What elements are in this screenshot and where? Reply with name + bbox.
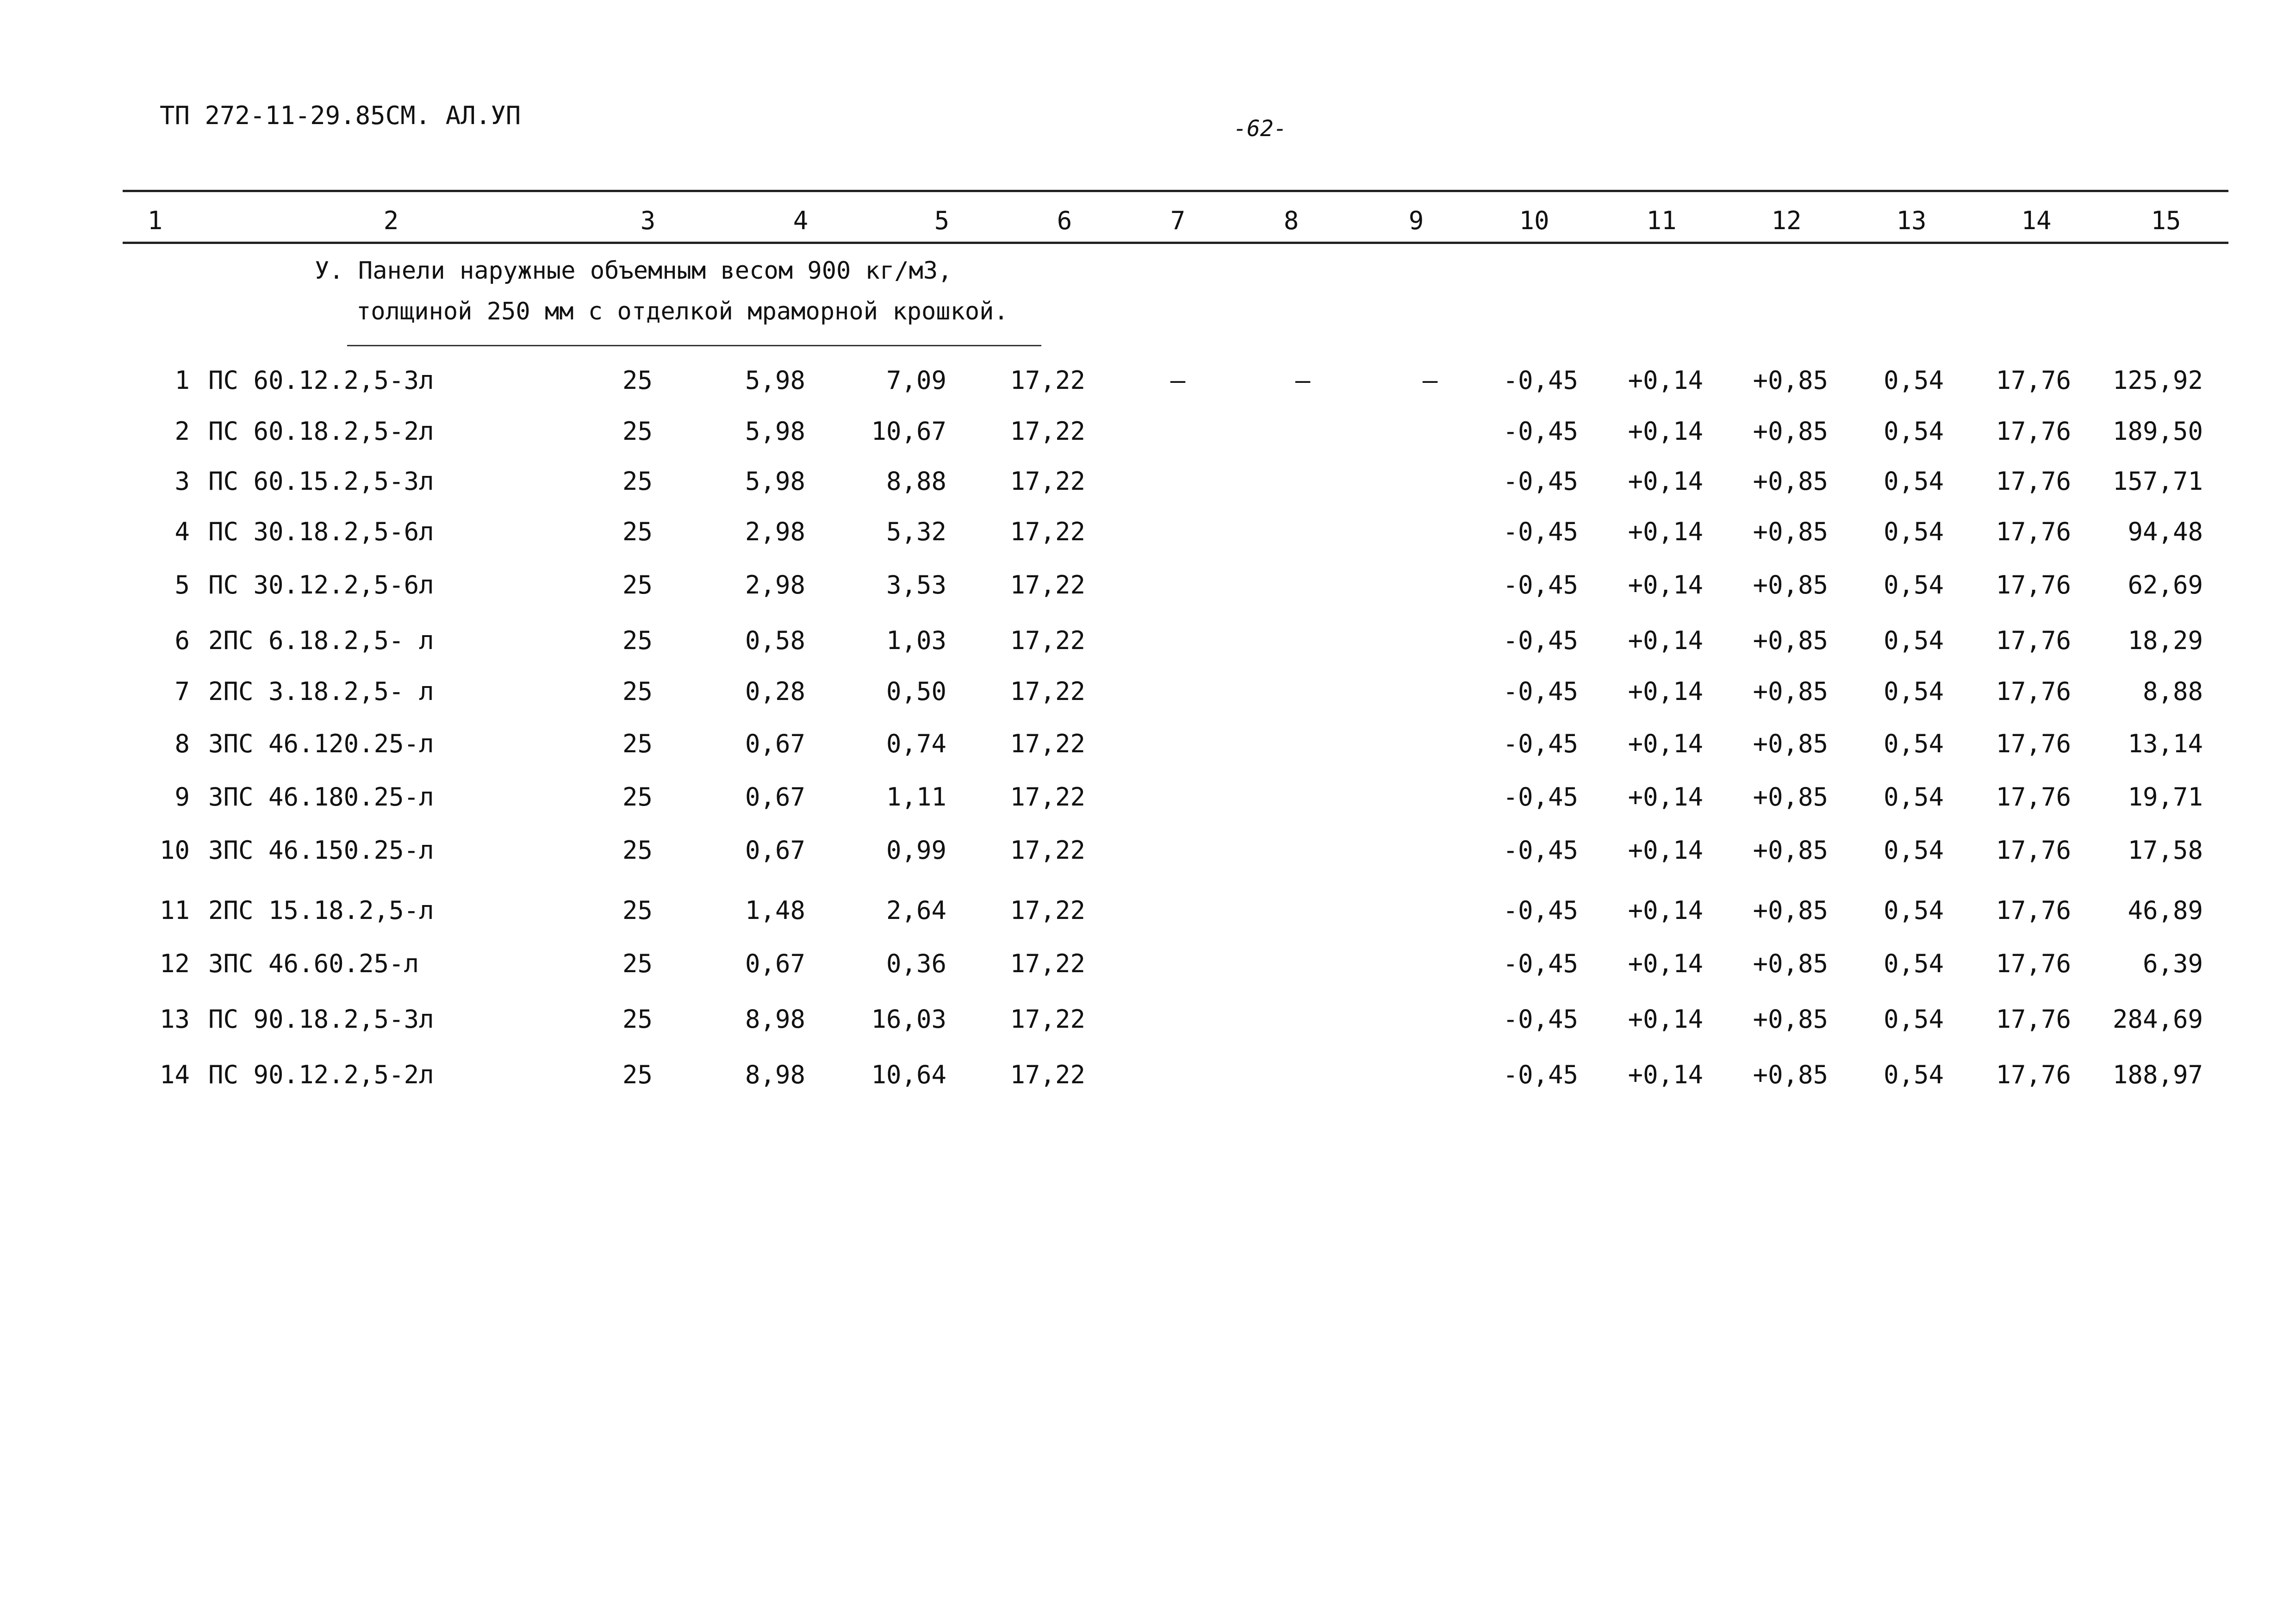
cell-col-4: 5,98 (745, 467, 805, 496)
cell-col-15: 18,29 (2128, 626, 2203, 655)
cell-col-14: 17,76 (1996, 570, 2071, 600)
cell-col-3: 25 (622, 677, 653, 706)
row-number: 3 (174, 467, 190, 496)
table-top-rule (123, 190, 2228, 192)
row-number: 11 (159, 896, 190, 925)
cell-col-10: -0,45 (1503, 677, 1578, 706)
cell-col-11: +0,14 (1628, 517, 1703, 546)
cell-col-6: 17,22 (1010, 626, 1085, 655)
panel-mark: 3ПС 46.120.25-л (208, 729, 434, 758)
cell-col-4: 0,28 (745, 677, 805, 706)
cell-col-11: +0,14 (1628, 417, 1703, 446)
cell-col-14: 17,76 (1996, 949, 2071, 978)
cell-col-5: 1,11 (886, 782, 946, 812)
cell-col-12: +0,85 (1753, 366, 1828, 395)
cell-col-4: 0,58 (745, 626, 805, 655)
cell-col-5: 16,03 (871, 1005, 946, 1034)
row-number: 7 (174, 677, 190, 706)
column-header-7: 7 (1170, 206, 1186, 235)
cell-col-13: 0,54 (1883, 1005, 1944, 1034)
cell-col-12: +0,85 (1753, 782, 1828, 812)
column-header-6: 6 (1057, 206, 1072, 235)
cell-col-4: 8,98 (745, 1005, 805, 1034)
cell-col-10: -0,45 (1503, 517, 1578, 546)
cell-col-5: 0,99 (886, 836, 946, 865)
cell-col-4: 0,67 (745, 836, 805, 865)
cell-col-13: 0,54 (1883, 729, 1944, 758)
column-header-2: 2 (383, 206, 399, 235)
cell-col-15: 284,69 (2112, 1005, 2203, 1034)
cell-col-15: 94,48 (2128, 517, 2203, 546)
panel-mark: 3ПС 46.150.25-л (208, 836, 434, 865)
cell-col-15: 62,69 (2128, 570, 2203, 600)
cell-col-12: +0,85 (1753, 1060, 1828, 1089)
cell-col-11: +0,14 (1628, 467, 1703, 496)
panel-mark: ПС 90.18.2,5-3л (208, 1005, 434, 1034)
column-header-4: 4 (793, 206, 809, 235)
cell-col-4: 0,67 (745, 729, 805, 758)
cell-col-5: 5,32 (886, 517, 946, 546)
cell-col-14: 17,76 (1996, 1060, 2071, 1089)
cell-col-15: 157,71 (2112, 467, 2203, 496)
cell-col-5: 7,09 (886, 366, 946, 395)
cell-col-3: 25 (622, 782, 653, 812)
row-number: 12 (159, 949, 190, 978)
cell-col-6: 17,22 (1010, 517, 1085, 546)
cell-col-15: 189,50 (2112, 417, 2203, 446)
cell-col-3: 25 (622, 467, 653, 496)
cell-col-13: 0,54 (1883, 836, 1944, 865)
row-number: 1 (174, 366, 190, 395)
column-header-10: 10 (1519, 206, 1549, 235)
cell-col-4: 5,98 (745, 417, 805, 446)
cell-col-11: +0,14 (1628, 626, 1703, 655)
cell-col-14: 17,76 (1996, 896, 2071, 925)
cell-col-3: 25 (622, 729, 653, 758)
cell-col-12: +0,85 (1753, 896, 1828, 925)
column-header-14: 14 (2021, 206, 2052, 235)
cell-col-15: 8,88 (2142, 677, 2203, 706)
cell-col-6: 17,22 (1010, 417, 1085, 446)
cell-col-5: 8,88 (886, 467, 946, 496)
cell-col-14: 17,76 (1996, 782, 2071, 812)
column-header-9: 9 (1408, 206, 1424, 235)
cell-col-14: 17,76 (1996, 677, 2071, 706)
cell-col-14: 17,76 (1996, 626, 2071, 655)
cell-col-6: 17,22 (1010, 896, 1085, 925)
cell-col-13: 0,54 (1883, 782, 1944, 812)
cell-col-3: 25 (622, 1060, 653, 1089)
cell-col-10: -0,45 (1503, 729, 1578, 758)
column-header-13: 13 (1896, 206, 1927, 235)
cell-col-10: -0,45 (1503, 836, 1578, 865)
cell-col-6: 17,22 (1010, 1005, 1085, 1034)
cell-col-13: 0,54 (1883, 467, 1944, 496)
cell-col-12: +0,85 (1753, 677, 1828, 706)
cell-col-4: 1,48 (745, 896, 805, 925)
cell-col-3: 25 (622, 366, 653, 395)
cell-col-14: 17,76 (1996, 729, 2071, 758)
cell-col-10: -0,45 (1503, 782, 1578, 812)
cell-col-5: 10,67 (871, 417, 946, 446)
row-number: 4 (174, 517, 190, 546)
cell-col-3: 25 (622, 417, 653, 446)
cell-col-15: 46,89 (2128, 896, 2203, 925)
cell-col-6: 17,22 (1010, 467, 1085, 496)
cell-col-5: 0,74 (886, 729, 946, 758)
cell-col-10: -0,45 (1503, 896, 1578, 925)
cell-col-10: -0,45 (1503, 626, 1578, 655)
cell-col-11: +0,14 (1628, 570, 1703, 600)
column-header-15: 15 (2151, 206, 2181, 235)
cell-col-12: +0,85 (1753, 949, 1828, 978)
cell-col-6: 17,22 (1010, 366, 1085, 395)
cell-col-6: 17,22 (1010, 1060, 1085, 1089)
column-header-11: 11 (1646, 206, 1677, 235)
cell-col-4: 0,67 (745, 782, 805, 812)
cell-col-11: +0,14 (1628, 366, 1703, 395)
cell-col-13: 0,54 (1883, 417, 1944, 446)
cell-col-4: 5,98 (745, 366, 805, 395)
cell-col-8: – (1295, 366, 1311, 395)
panel-mark: ПС 30.18.2,5-6л (208, 517, 434, 546)
document-code: ТП 272-11-29.85СМ. АЛ.УП (160, 101, 521, 130)
cell-col-15: 17,58 (2128, 836, 2203, 865)
row-number: 9 (174, 782, 190, 812)
cell-col-14: 17,76 (1996, 836, 2071, 865)
cell-col-13: 0,54 (1883, 949, 1944, 978)
cell-col-11: +0,14 (1628, 896, 1703, 925)
cell-col-13: 0,54 (1883, 1060, 1944, 1089)
cell-col-13: 0,54 (1883, 517, 1944, 546)
row-number: 13 (159, 1005, 190, 1034)
section-title-line-1: У. Панели наружные объемным весом 900 кг/м3, (315, 257, 952, 285)
cell-col-11: +0,14 (1628, 782, 1703, 812)
panel-mark: 2ПС 3.18.2,5- л (208, 677, 434, 706)
section-underline (347, 345, 1041, 346)
cell-col-15: 188,97 (2112, 1060, 2203, 1089)
row-number: 2 (174, 417, 190, 446)
cell-col-4: 2,98 (745, 517, 805, 546)
cell-col-5: 2,64 (886, 896, 946, 925)
cell-col-4: 8,98 (745, 1060, 805, 1089)
cell-col-15: 13,14 (2128, 729, 2203, 758)
cell-col-11: +0,14 (1628, 1005, 1703, 1034)
cell-col-5: 0,36 (886, 949, 946, 978)
cell-col-11: +0,14 (1628, 1060, 1703, 1089)
cell-col-5: 10,64 (871, 1060, 946, 1089)
cell-col-12: +0,85 (1753, 417, 1828, 446)
cell-col-11: +0,14 (1628, 949, 1703, 978)
cell-col-10: -0,45 (1503, 1060, 1578, 1089)
cell-col-7: – (1170, 366, 1186, 395)
cell-col-3: 25 (622, 949, 653, 978)
column-header-1: 1 (147, 206, 163, 235)
panel-mark: ПС 30.12.2,5-6л (208, 570, 434, 600)
cell-col-13: 0,54 (1883, 366, 1944, 395)
cell-col-13: 0,54 (1883, 626, 1944, 655)
cell-col-12: +0,85 (1753, 836, 1828, 865)
cell-col-10: -0,45 (1503, 949, 1578, 978)
cell-col-15: 125,92 (2112, 366, 2203, 395)
cell-col-10: -0,45 (1503, 1005, 1578, 1034)
cell-col-12: +0,85 (1753, 570, 1828, 600)
cell-col-13: 0,54 (1883, 570, 1944, 600)
table-header-rule (123, 242, 2228, 244)
cell-col-13: 0,54 (1883, 677, 1944, 706)
section-title-line-2: толщиной 250 мм с отделкой мраморной крошкой. (356, 298, 1008, 325)
cell-col-12: +0,85 (1753, 1005, 1828, 1034)
panel-mark: 2ПС 15.18.2,5-л (208, 896, 434, 925)
panel-mark: 3ПС 46.60.25-л (208, 949, 419, 978)
cell-col-12: +0,85 (1753, 467, 1828, 496)
row-number: 10 (159, 836, 190, 865)
cell-col-10: -0,45 (1503, 467, 1578, 496)
cell-col-6: 17,22 (1010, 836, 1085, 865)
cell-col-9: – (1422, 366, 1438, 395)
panel-mark: 2ПС 6.18.2,5- л (208, 626, 434, 655)
cell-col-14: 17,76 (1996, 366, 2071, 395)
cell-col-5: 1,03 (886, 626, 946, 655)
column-header-12: 12 (1771, 206, 1802, 235)
cell-col-6: 17,22 (1010, 782, 1085, 812)
cell-col-6: 17,22 (1010, 570, 1085, 600)
cell-col-11: +0,14 (1628, 729, 1703, 758)
cell-col-14: 17,76 (1996, 1005, 2071, 1034)
cell-col-3: 25 (622, 570, 653, 600)
cell-col-11: +0,14 (1628, 836, 1703, 865)
cell-col-3: 25 (622, 626, 653, 655)
panel-mark: ПС 90.12.2,5-2л (208, 1060, 434, 1089)
cell-col-10: -0,45 (1503, 570, 1578, 600)
row-number: 6 (174, 626, 190, 655)
cell-col-3: 25 (622, 1005, 653, 1034)
panel-mark: ПС 60.12.2,5-3л (208, 366, 434, 395)
cell-col-10: -0,45 (1503, 366, 1578, 395)
cell-col-11: +0,14 (1628, 677, 1703, 706)
page-number: -62- (1233, 116, 1287, 142)
cell-col-10: -0,45 (1503, 417, 1578, 446)
cell-col-12: +0,85 (1753, 517, 1828, 546)
column-header-5: 5 (934, 206, 950, 235)
panel-mark: ПС 60.15.2,5-3л (208, 467, 434, 496)
cell-col-14: 17,76 (1996, 467, 2071, 496)
panel-mark: ПС 60.18.2,5-2л (208, 417, 434, 446)
column-header-3: 3 (640, 206, 656, 235)
cell-col-5: 3,53 (886, 570, 946, 600)
cell-col-4: 0,67 (745, 949, 805, 978)
cell-col-14: 17,76 (1996, 417, 2071, 446)
cell-col-4: 2,98 (745, 570, 805, 600)
cell-col-15: 19,71 (2128, 782, 2203, 812)
cell-col-6: 17,22 (1010, 729, 1085, 758)
cell-col-5: 0,50 (886, 677, 946, 706)
cell-col-3: 25 (622, 836, 653, 865)
cell-col-3: 25 (622, 517, 653, 546)
cell-col-3: 25 (622, 896, 653, 925)
row-number: 8 (174, 729, 190, 758)
cell-col-12: +0,85 (1753, 626, 1828, 655)
cell-col-12: +0,85 (1753, 729, 1828, 758)
cell-col-6: 17,22 (1010, 677, 1085, 706)
column-header-8: 8 (1283, 206, 1299, 235)
cell-col-13: 0,54 (1883, 896, 1944, 925)
row-number: 5 (174, 570, 190, 600)
cell-col-15: 6,39 (2142, 949, 2203, 978)
row-number: 14 (159, 1060, 190, 1089)
cell-col-6: 17,22 (1010, 949, 1085, 978)
panel-mark: 3ПС 46.180.25-л (208, 782, 434, 812)
cell-col-14: 17,76 (1996, 517, 2071, 546)
